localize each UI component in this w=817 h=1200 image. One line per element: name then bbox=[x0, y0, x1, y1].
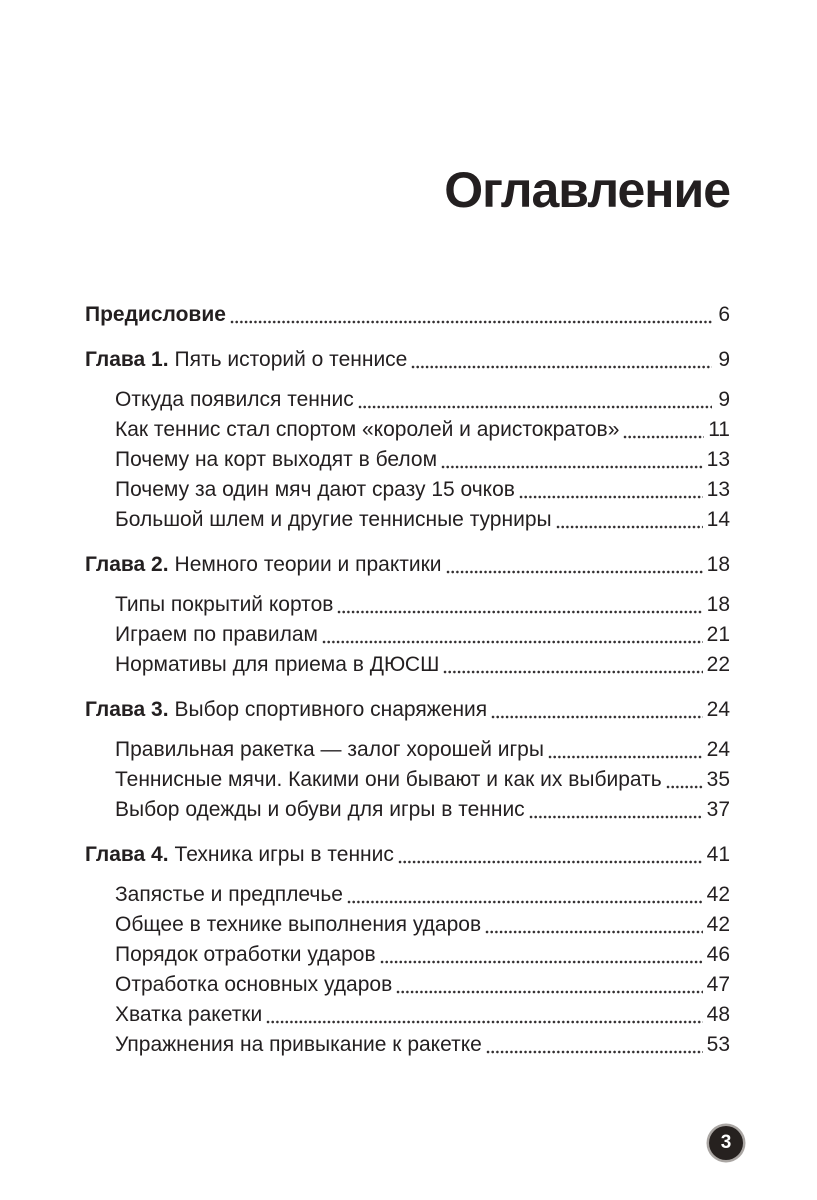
toc-entry-label: Почему за один мяч дают сразу 15 очков bbox=[115, 478, 515, 501]
toc-page-number: 13 bbox=[706, 448, 730, 471]
toc-page-number: 9 bbox=[718, 388, 730, 411]
toc-entry-label: Выбор одежды и обуви для игры в теннис bbox=[115, 798, 525, 821]
toc-entry-label: Откуда появился теннис bbox=[115, 388, 354, 411]
toc-entry-label: Почему на корт выходят в белом bbox=[115, 448, 438, 471]
toc-entry bbox=[85, 910, 730, 940]
toc-page-number: 42 bbox=[706, 913, 730, 936]
toc-entry-label: Упражнения на привыкание к ракетке bbox=[115, 1033, 482, 1056]
toc-entry bbox=[85, 735, 730, 765]
toc-entry bbox=[85, 505, 730, 535]
toc-entry-label: Общее в технике выполнения ударов bbox=[115, 913, 482, 936]
toc-list bbox=[85, 300, 730, 1060]
toc-entry bbox=[85, 765, 730, 795]
dotted-leader bbox=[411, 365, 712, 369]
toc-entry bbox=[85, 385, 730, 415]
toc-entry bbox=[85, 415, 730, 445]
toc-entry bbox=[85, 445, 730, 475]
dotted-leader bbox=[529, 815, 703, 819]
toc-entry-label: Немного теории и практики bbox=[174, 553, 442, 576]
toc-entry bbox=[85, 940, 730, 970]
toc-page-number: 9 bbox=[718, 348, 730, 371]
toc-entry bbox=[85, 650, 730, 680]
toc-page-number: 24 bbox=[706, 698, 730, 721]
toc-entry-label: Как теннис стал спортом «королей и аристократов» bbox=[115, 418, 620, 441]
dotted-leader bbox=[347, 900, 703, 904]
dotted-leader bbox=[441, 465, 703, 469]
dotted-leader bbox=[358, 405, 712, 409]
toc-page-number: 53 bbox=[706, 1033, 730, 1056]
toc-page-number: 18 bbox=[706, 553, 730, 576]
toc-entry bbox=[85, 345, 730, 375]
page-number: 3 bbox=[720, 1132, 732, 1153]
toc-page-number: 11 bbox=[708, 418, 730, 441]
toc-entry-label: Хватка ракетки bbox=[115, 1003, 263, 1026]
dotted-leader bbox=[443, 670, 702, 674]
dotted-leader bbox=[396, 990, 702, 994]
toc-entry bbox=[85, 1000, 730, 1030]
toc-entry-bold-label: Предисловие bbox=[85, 303, 226, 326]
toc-entry-bold-label: Глава 3. bbox=[85, 698, 169, 721]
dotted-leader bbox=[548, 755, 703, 759]
dotted-leader bbox=[380, 960, 703, 964]
toc-entry-label: Теннисные мячи. Какими они бывают и как их выбирать bbox=[115, 768, 662, 791]
toc-entry bbox=[85, 620, 730, 650]
toc-page-number: 13 bbox=[706, 478, 730, 501]
toc-entry-label: Правильная ракетка — залог хорошей игры bbox=[115, 738, 544, 761]
toc-page-number: 35 bbox=[706, 768, 730, 791]
dotted-leader bbox=[486, 1050, 703, 1054]
toc-entry bbox=[85, 590, 730, 620]
dotted-leader bbox=[398, 860, 703, 864]
dotted-leader bbox=[491, 715, 702, 719]
dotted-leader bbox=[623, 435, 704, 439]
toc-entry bbox=[85, 795, 730, 825]
dotted-leader bbox=[446, 570, 703, 574]
toc-entry bbox=[85, 300, 730, 330]
toc-entry-label: Большой шлем и другие теннисные турниры bbox=[115, 508, 552, 531]
dotted-leader bbox=[322, 640, 703, 644]
toc-page-number: 22 bbox=[706, 653, 730, 676]
dotted-leader bbox=[556, 525, 703, 529]
page-title: Оглавление bbox=[444, 161, 730, 218]
toc-page-number: 14 bbox=[706, 508, 730, 531]
dotted-leader bbox=[266, 1020, 702, 1024]
dotted-leader bbox=[485, 930, 703, 934]
toc-entry-label: Порядок отработки ударов bbox=[115, 943, 376, 966]
toc-entry-label: Отработка основных ударов bbox=[115, 973, 393, 996]
toc-entry bbox=[85, 840, 730, 870]
toc-entry-label: Техника игры в теннис bbox=[174, 843, 394, 866]
toc-entry-label: Выбор спортивного снаряжения bbox=[174, 698, 488, 721]
toc-page-number: 48 bbox=[706, 1003, 730, 1026]
toc-page-number: 46 bbox=[706, 943, 730, 966]
page-number-badge bbox=[709, 1126, 743, 1160]
toc-entry bbox=[85, 970, 730, 1000]
dotted-leader bbox=[230, 320, 712, 324]
dotted-leader bbox=[519, 495, 703, 499]
toc-entry bbox=[85, 880, 730, 910]
dotted-leader bbox=[666, 785, 703, 789]
toc-page-number: 41 bbox=[706, 843, 730, 866]
dotted-leader bbox=[337, 610, 702, 614]
toc-entry-label: Играем по правилам bbox=[115, 623, 318, 646]
toc-page-number: 47 bbox=[706, 973, 730, 996]
toc-page-number: 21 bbox=[706, 623, 730, 646]
toc-entry bbox=[85, 1030, 730, 1060]
toc-entry-bold-label: Глава 4. bbox=[85, 843, 169, 866]
toc-entry-bold-label: Глава 1. bbox=[85, 348, 169, 371]
toc-entry-label: Запястье и предплечье bbox=[115, 883, 343, 906]
toc-entry-label: Пять историй о теннисе bbox=[174, 348, 408, 371]
toc-page-number: 6 bbox=[718, 303, 730, 326]
toc-entry-bold-label: Глава 2. bbox=[85, 553, 169, 576]
toc-page-number: 18 bbox=[706, 593, 730, 616]
toc-page-number: 24 bbox=[706, 738, 730, 761]
toc-page-number: 37 bbox=[706, 798, 730, 821]
toc-entry bbox=[85, 475, 730, 505]
toc-entry bbox=[85, 695, 730, 725]
toc-entry-label: Типы покрытий кортов bbox=[115, 593, 334, 616]
toc-page-number: 42 bbox=[706, 883, 730, 906]
toc-entry-label: Нормативы для приема в ДЮСШ bbox=[115, 653, 440, 676]
toc-entry bbox=[85, 550, 730, 580]
